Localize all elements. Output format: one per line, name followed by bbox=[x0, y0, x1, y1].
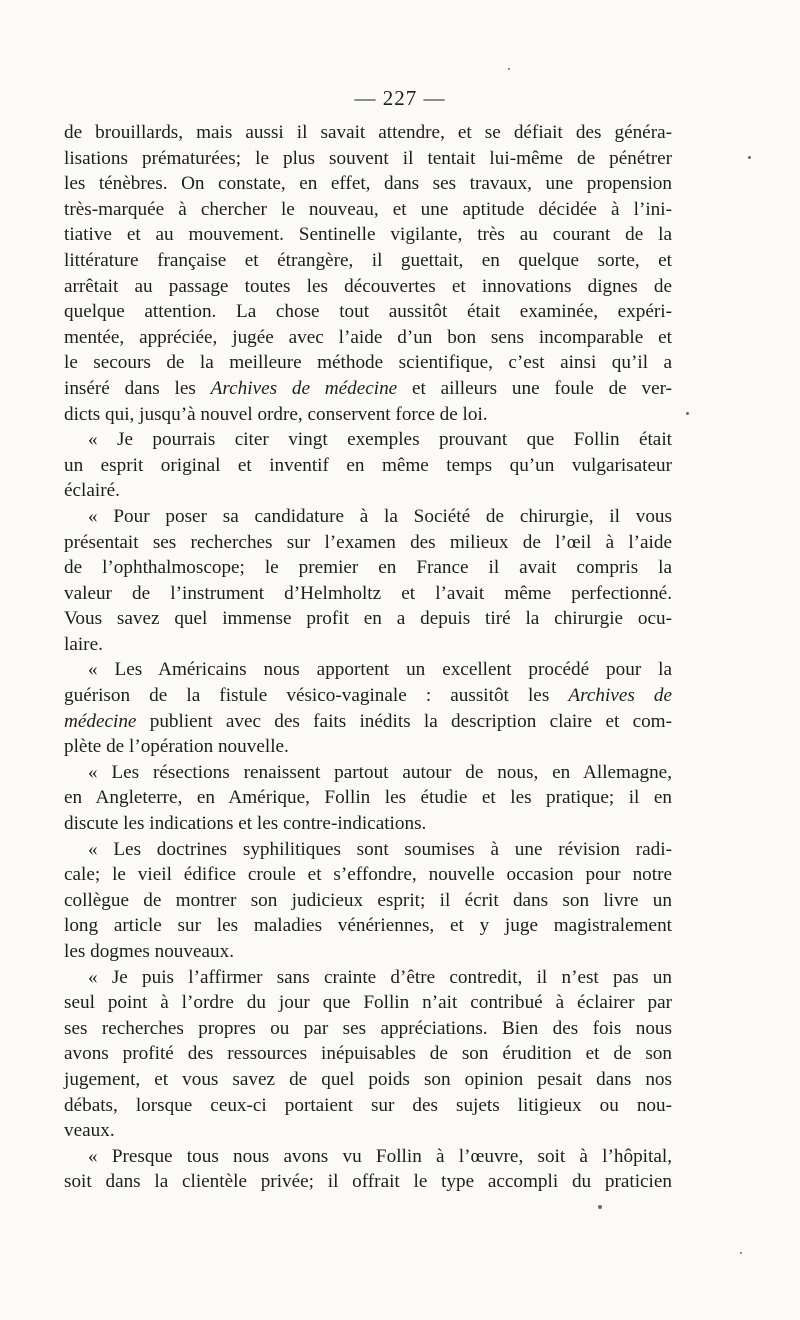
text-line: arrêtait au passage toutes les découvertes et innovations dignes de bbox=[64, 275, 672, 297]
text-line: débats, lorsque ceux-ci portaient sur des sujets litigieux ou nou- bbox=[64, 1094, 672, 1116]
text-line: tiative et au mouvement. Sentinelle vigilante, très au courant de la bbox=[64, 224, 672, 246]
text-line: laire. bbox=[64, 633, 103, 655]
text-line: « Les Américains nous apportent un excellent procédé pour la bbox=[88, 659, 672, 681]
text-line: discute les indications et les contre-indications. bbox=[64, 813, 427, 835]
journal-title: médecine bbox=[64, 710, 137, 732]
paper-speck bbox=[598, 1205, 602, 1209]
text-line: éclairé. bbox=[64, 480, 120, 502]
text-line: guérison de la fistule vésico-vaginale : aussitôt les Archives de bbox=[64, 685, 673, 707]
text-line: les ténèbres. On constate, en effet, dans ses travaux, une propension bbox=[64, 173, 672, 195]
text-line: avons profité des ressources inépuisables de son érudition et de son bbox=[64, 1043, 672, 1065]
text-line: en Angleterre, en Amérique, Follin les étudie et les pratique; il en bbox=[64, 787, 672, 809]
paper-speck bbox=[686, 412, 689, 415]
text-line: Vous savez quel immense profit en a depuis tiré la chirurgie ocu- bbox=[64, 608, 672, 630]
text-line: cale; le vieil édifice croule et s’effondre, nouvelle occasion pour notre bbox=[64, 864, 672, 886]
text-line: le secours de la meilleure méthode scientifique, c’est ainsi qu’il a bbox=[64, 352, 672, 374]
text-line: « Je pourrais citer vingt exemples prouvant que Follin était bbox=[88, 429, 672, 451]
paper-speck bbox=[508, 68, 510, 70]
text-line: collègue de montrer son judicieux esprit; il écrit dans son livre un bbox=[64, 889, 672, 911]
body-text bbox=[64, 120, 672, 1195]
text-line: dicts qui, jusqu’à nouvel ordre, conservent force de loi. bbox=[64, 403, 488, 425]
text-line: plète de l’opération nouvelle. bbox=[64, 736, 289, 758]
text-line: de l’ophthalmoscope; le premier en France il avait compris la bbox=[64, 557, 672, 579]
text-line: soit dans la clientèle privée; il offrait le type accompli du praticien bbox=[64, 1171, 672, 1193]
text-line: inséré dans les Archives de médecine et ailleurs une foule de ver- bbox=[64, 377, 672, 399]
text-line: ses recherches propres ou par ses appréciations. Bien des fois nous bbox=[64, 1017, 672, 1039]
text-line: « Je puis l’affirmer sans crainte d’être contredit, il n’est pas un bbox=[88, 966, 672, 988]
text-line: littérature française et étrangère, il guettait, en quelque sorte, et bbox=[64, 249, 672, 271]
text-line: quelque attention. La chose tout aussitôt était examinée, expéri- bbox=[64, 301, 672, 323]
text-line: jugement, et vous savez de quel poids son opinion pesait dans nos bbox=[64, 1068, 672, 1090]
journal-title: Archives de médecine bbox=[210, 377, 398, 399]
text-line: valeur de l’instrument d’Helmholtz et l’avait même perfectionné. bbox=[64, 582, 672, 604]
text-line: très-marquée à chercher le nouveau, et une aptitude décidée à l’ini- bbox=[64, 198, 672, 220]
text-line: mentée, appréciée, jugée avec l’aide d’un bon sens incomparable et bbox=[64, 326, 672, 348]
text-line: « Les doctrines syphilitiques sont soumises à une révision radi- bbox=[88, 838, 672, 860]
text-line: un esprit original et inventif en même temps qu’un vulgarisateur bbox=[64, 454, 672, 476]
text-line: les dogmes nouveaux. bbox=[64, 941, 234, 962]
text-line: « Les résections renaissent partout autour de nous, en Allemagne, bbox=[88, 761, 672, 783]
text-line: présentait ses recherches sur l’examen des milieux de l’œil à l’aide bbox=[64, 531, 672, 553]
text-line: veaux. bbox=[64, 1120, 115, 1142]
text-line: « Presque tous nous avons vu Follin à l’œuvre, soit à l’hôpital, bbox=[88, 1145, 672, 1167]
text-line: long article sur les maladies vénériennes, et y juge magistralement bbox=[64, 915, 672, 937]
journal-title: Archives de bbox=[568, 685, 673, 707]
text-line: médecine publient avec des faits inédits la description claire et com- bbox=[64, 710, 672, 732]
page-number: — 227 — bbox=[354, 86, 446, 110]
text-line: lisations prématurées; le plus souvent il tentait lui-même de pénétrer bbox=[64, 147, 672, 169]
paper-speck bbox=[740, 1252, 742, 1254]
text-line: « Pour poser sa candidature à la Société de chirurgie, il vous bbox=[88, 505, 672, 527]
text-line: de brouillards, mais aussi il savait attendre, et se défiait des généra- bbox=[64, 122, 672, 143]
paper-speck bbox=[748, 156, 751, 159]
text-line: seul point à l’ordre du jour que Follin n’ait contribué à éclairer par bbox=[64, 992, 672, 1014]
